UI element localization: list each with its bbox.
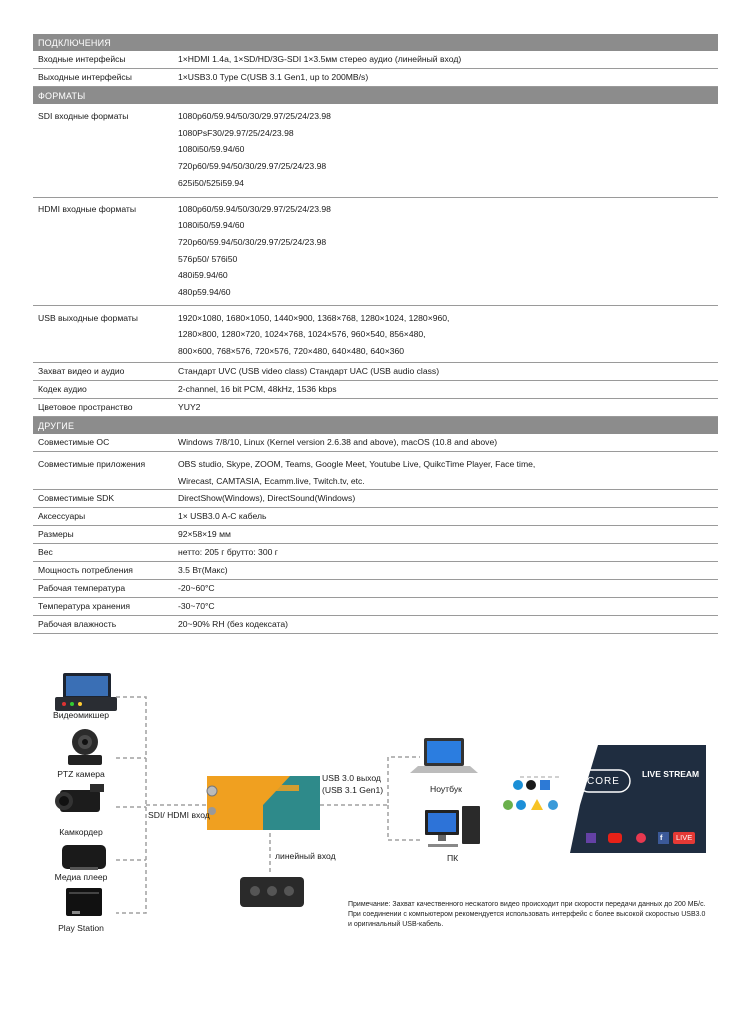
usb-label-line1: USB 3.0 выход	[322, 773, 381, 783]
row-value: 480p59.94/60	[178, 287, 231, 298]
row-value: 576p50/ 576i50	[178, 253, 238, 264]
row-value: 1080p60/59.94/50/30/29.97/25/24/23.98	[178, 111, 331, 121]
obs-icon	[526, 780, 536, 790]
row-value: Wirecast, CAMTASIA, Ecamm.live, Twitch.tv, etc.	[178, 475, 365, 486]
row-value: Windows 7/8/10, Linux (Kernel version 2.6.38 and above), macOS (10.8 and above)	[178, 436, 498, 447]
periscope-icon	[636, 833, 646, 843]
playstation-image	[66, 888, 102, 916]
row-key: Совместимые SDK	[38, 493, 115, 504]
app-icons	[503, 780, 558, 810]
core-logo: CORE	[587, 776, 620, 787]
row-key: SDI входные форматы	[38, 111, 129, 121]
quicktime-icon	[548, 800, 558, 810]
row-value: 1× USB3.0 A-C кабель	[178, 511, 267, 522]
row-value: 1×HDMI 1.4a, 1×SD/HD/3G-SDI 1×3.5мм стерео аудио (линейный вход)	[178, 54, 462, 64]
camcorder-image	[55, 784, 104, 812]
row-value: 3.5 Вт(Макс)	[178, 565, 228, 576]
row-value: DirectShow(Windows), DirectSound(Windows)	[178, 493, 356, 504]
table-row	[33, 381, 718, 399]
video-mixer-image	[55, 673, 117, 711]
section-header-connections: ПОДКЛЮЧЕНИЯ	[33, 34, 718, 51]
row-key: Вес	[38, 547, 53, 558]
youtube-icon	[608, 833, 622, 843]
table-row	[33, 363, 718, 381]
source-connector	[116, 697, 146, 913]
row-value-list	[178, 456, 718, 489]
table-row	[33, 508, 718, 526]
table-row	[33, 434, 718, 452]
row-value: 1080PsF30/29.97/25/24/23.98	[178, 127, 294, 138]
row-key: Кодек аудио	[38, 383, 87, 394]
pc-image	[425, 806, 480, 847]
source-label-mixer: Видеомикшер	[52, 710, 110, 720]
row-value: -20~60°C	[178, 583, 215, 594]
row-value-list	[178, 310, 718, 360]
row-value: 20~90% RH (без кодексата)	[178, 619, 289, 630]
usb-line-pc	[388, 805, 420, 840]
table-row	[33, 198, 718, 306]
media-player-image	[62, 845, 106, 870]
skype-icon	[516, 800, 526, 810]
row-key: Захват видео и аудио	[38, 365, 125, 376]
row-key: Рабочая температура	[38, 583, 126, 594]
table-row	[33, 51, 718, 69]
row-value: 1080p60/59.94/50/30/29.97/25/24/23.98	[178, 203, 331, 214]
source-label-media-player: Медиа плеер	[54, 872, 108, 882]
skype-icon	[513, 780, 523, 790]
row-value: YUY2	[178, 401, 201, 412]
table-row	[33, 580, 718, 598]
row-value: -30~70°C	[178, 601, 215, 612]
source-label-playstation: Play Station	[58, 923, 104, 933]
table-row	[33, 104, 718, 198]
row-value: 800×600, 768×576, 720×576, 720×480, 640×480, 640×360	[178, 346, 405, 357]
source-label-camcorder: Камкордер	[59, 827, 103, 837]
live-badge-text: LIVE	[676, 833, 693, 842]
row-value: 480i59.94/60	[178, 270, 228, 281]
line-in-label: линейный вход	[275, 851, 336, 861]
footnote-label: Примечание:	[348, 901, 391, 908]
row-key: Цветовое пространство	[38, 401, 133, 412]
converter-device-image	[207, 776, 320, 830]
row-value: 720p60/59.94/50/30/29.97/25/24/23.98	[178, 236, 327, 247]
windows-icon	[540, 780, 550, 790]
section-header-formats: ФОРМАТЫ	[33, 87, 718, 104]
row-key: Входные интерфейсы	[38, 54, 126, 64]
row-value: 720p60/59.94/50/30/29.97/25/24/23.98	[178, 161, 327, 172]
twitch-icon	[586, 833, 596, 843]
table-row	[33, 544, 718, 562]
section-header-other: ДРУГИЕ	[33, 417, 718, 434]
table-row	[33, 616, 718, 634]
footnote	[348, 900, 708, 930]
row-value: Стандарт UVC (USB video class) Стандарт UAC (USB audio class)	[178, 365, 440, 376]
sdi-hdmi-label: SDI/ HDMI вход	[148, 810, 210, 820]
spec-table	[33, 34, 718, 634]
table-row	[33, 452, 718, 490]
row-key: Совместимые приложения	[38, 458, 146, 469]
row-value: 92×58×19 мм	[178, 529, 231, 540]
row-key: Рабочая влажность	[38, 619, 117, 630]
row-key: USB выходные форматы	[38, 312, 138, 323]
footnote-text: Захват качественного несжатого видео происходит при скорости передачи данных до 200 МБ/с. При соединении с компьютером рекомендуется использовать интерфейс с более высокой скоростью USB3.0 и оригинальный USB-кабель.	[348, 901, 706, 928]
row-value: 1080i50/59.94/60	[178, 220, 245, 231]
row-value: 2-channel, 16 bit PCM, 48kHz, 1536 kbps	[178, 383, 337, 394]
row-value-list	[178, 108, 718, 192]
laptop-label: Ноутбук	[430, 784, 462, 794]
row-value: OBS studio, Skype, ZOOM, Teams, Google Meet, Youtube Live, QuikcTime Player, Face time,	[178, 458, 536, 469]
audio-mixer-image	[240, 877, 304, 907]
table-row	[33, 490, 718, 508]
row-value: 625i50/525i59.94	[178, 177, 244, 188]
table-row	[33, 399, 718, 417]
row-value: 1920×1080, 1680×1050, 1440×900, 1368×768, 1280×1024, 1280×960,	[178, 312, 450, 323]
app-icon	[503, 800, 513, 810]
row-key: HDMI входные форматы	[38, 203, 137, 214]
row-key: Аксессуары	[38, 511, 86, 522]
row-key: Совместимые ОС	[38, 436, 110, 447]
ptz-camera-image	[68, 729, 102, 765]
table-row	[33, 306, 718, 363]
table-row	[33, 69, 718, 87]
usb-label	[322, 773, 383, 795]
row-key: Мощность потребления	[38, 565, 133, 576]
laptop-image	[410, 738, 478, 773]
source-label-ptz: PTZ камера	[57, 769, 105, 779]
row-value: 1280×800, 1280×720, 1024×768, 1024×576, 960×540, 856×480,	[178, 329, 426, 340]
table-row	[33, 526, 718, 544]
row-value: 1080i50/59.94/60	[178, 144, 245, 155]
row-key: Размеры	[38, 529, 74, 540]
table-row	[33, 562, 718, 580]
row-value: 1×USB3.0 Type C(USB 3.1 Gen1, up to 200MB/s)	[178, 72, 369, 82]
row-value: нетто: 205 г брутто: 300 г	[178, 547, 278, 558]
table-row	[33, 598, 718, 616]
live-stream-label: LIVE STREAM	[642, 769, 700, 779]
usb-label-line2: (USB 3.1 Gen1)	[322, 785, 384, 795]
row-value-list	[178, 201, 718, 301]
facebook-glyph: f	[660, 833, 663, 842]
pc-label: ПК	[447, 853, 459, 863]
vlc-icon	[531, 799, 543, 810]
row-key: Выходные интерфейсы	[38, 72, 132, 82]
row-key: Температура хранения	[38, 601, 131, 612]
